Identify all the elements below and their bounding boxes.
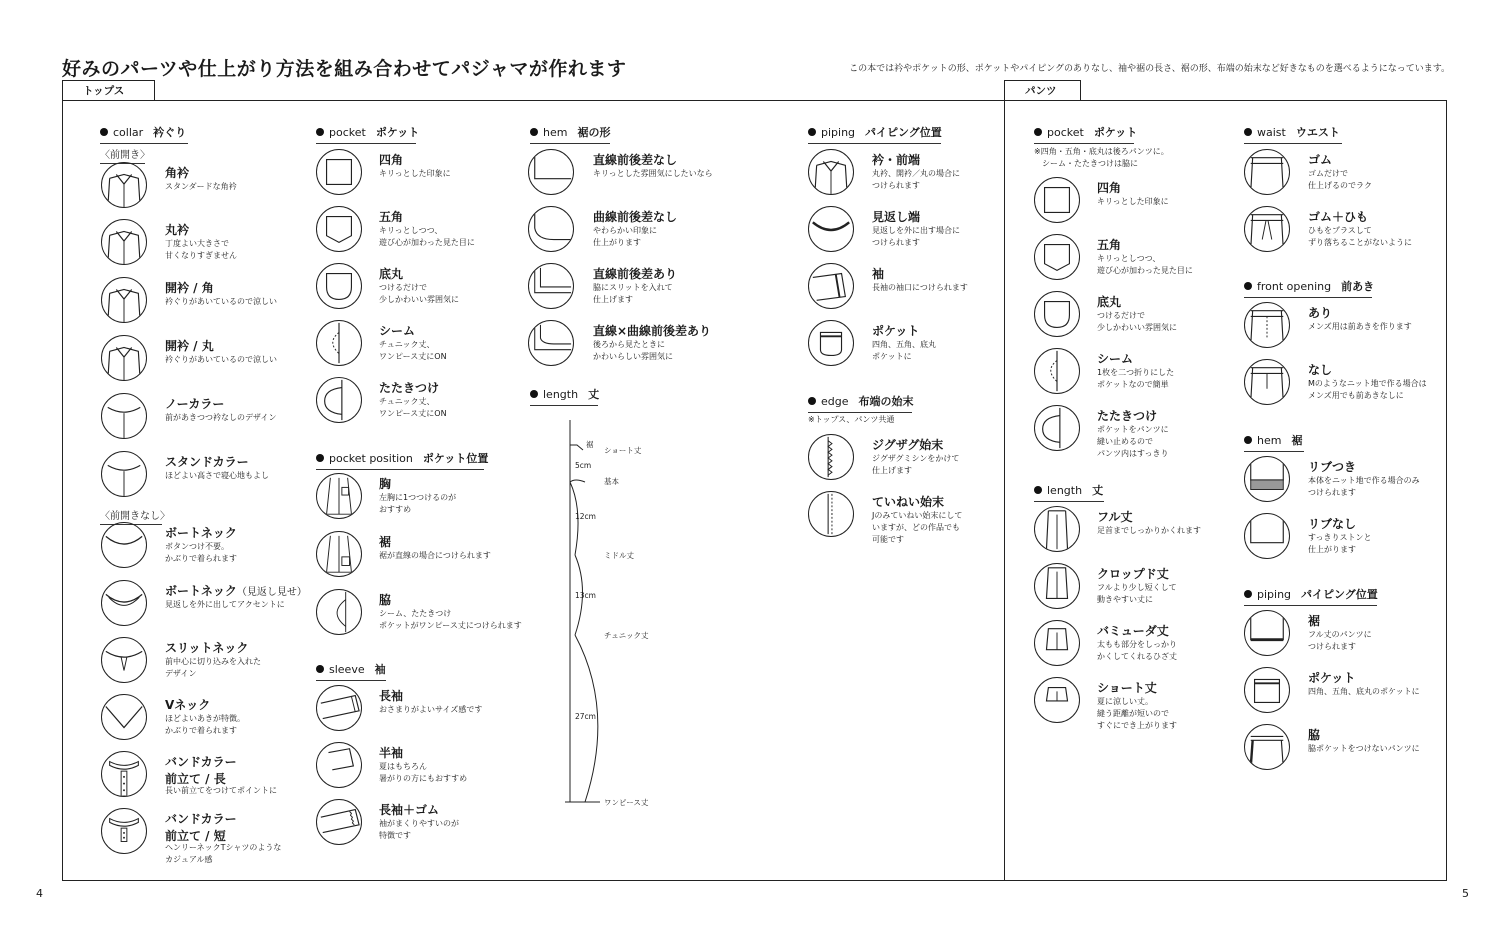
collar-front-piping-icon (808, 149, 854, 195)
edge-note: ※トップス、パンツ共通 (808, 415, 895, 424)
pants-pocket-note: ※四角・五角・底丸は後ろパンツに。 シーム・たたきつけは脇に (1034, 147, 1169, 168)
front-opening-no-icon (1244, 359, 1290, 405)
option-description: 夏に涼しい丈。 縫う距離が短いので すぐにでき上がります (1097, 697, 1177, 730)
length-label-basic: 基本 (604, 477, 619, 486)
option-name: 脇 (379, 593, 392, 607)
option-description: ポケットをパンツに 縫い止めるので パンツ内はすっきり (1097, 425, 1169, 458)
option-name: ていねい始末 (872, 495, 945, 509)
option-name: ボートネック（見返し見せ） (165, 584, 307, 598)
option-name: たたきつけ (1097, 409, 1158, 423)
pants-pocket-piping-icon (1244, 667, 1290, 713)
band-collar-long-icon (101, 751, 147, 797)
pocket-piping-icon (808, 320, 854, 366)
length-label-5cm: 5cm (575, 461, 592, 470)
option-description: ボタンつけ不要。 かぶりで着られます (165, 542, 237, 563)
option-name: 裾 (1308, 614, 1321, 628)
option-description: 足首までしっかりかくれます (1097, 526, 1201, 535)
tops-pocket-heading: pocket ポケット (316, 124, 416, 144)
option-name: スリットネック (165, 641, 249, 655)
option-name: 見返し端 (872, 210, 921, 224)
pentagon-pocket-icon (316, 206, 362, 252)
option-name: あり (1308, 306, 1333, 320)
option-description: 夏はもちろん 暑がりの方にもおすすめ (379, 762, 468, 783)
option-description: ゴムだけで 仕上げるのでラク (1308, 169, 1372, 190)
elastic-waist-icon (1244, 149, 1290, 195)
pants-piping-heading: piping パイピング位置 (1244, 586, 1377, 606)
option-description: つけるだけで 少しかわいい雰囲気に (379, 283, 459, 304)
option-name: 曲線前後差なし (593, 210, 678, 224)
option-description: メンズ用は前あきを作ります (1308, 322, 1412, 331)
collar-heading: collar 衿ぐり (100, 124, 188, 144)
zigzag-finish-icon (808, 434, 854, 480)
square-pocket-icon (316, 149, 362, 195)
length-label-hem: 裾 (586, 440, 594, 449)
rib-hem-icon (1244, 456, 1290, 502)
straight-hem-icon (528, 149, 574, 195)
option-description: おさまりがよいサイズ感です (379, 705, 483, 714)
bermuda-length-icon (1034, 620, 1080, 666)
waist-heading: waist ウエスト (1244, 124, 1342, 144)
long-sleeve-elastic-icon (316, 799, 362, 845)
pants-hem-heading: hem 裾 (1244, 432, 1304, 452)
option-name: 直線前後差なし (593, 153, 678, 167)
option-name: ポケット (872, 324, 920, 338)
option-description: Jのみていねい始末にして いますが、どの作品でも 可能です (872, 511, 963, 544)
pants-square-pocket-icon (1034, 177, 1080, 223)
length-label-tunic: チュニック丈 (604, 631, 649, 640)
pants-length-heading: length 丈 (1034, 482, 1104, 502)
cropped-length-icon (1034, 563, 1080, 609)
option-description: シーム、たたきつけ ポケットがワンピース丈につけられます (379, 609, 522, 630)
option-description: 前中心に切り込みを入れた デザイン (165, 657, 261, 678)
option-name: 開衿 / 丸 (165, 339, 214, 353)
option-name: リブつき (1308, 460, 1357, 474)
option-name: 四角 (1097, 181, 1122, 195)
option-name: 裾 (379, 535, 392, 549)
option-description: チュニック丈、 ワンピース丈にON (379, 397, 447, 418)
round-collar-icon (101, 219, 147, 265)
tops-tab: トップス (62, 80, 155, 100)
option-name: シーム (1097, 352, 1134, 366)
option-name: 脇 (1308, 728, 1321, 742)
no-collar-icon (101, 393, 147, 439)
tops-piping-heading: piping パイピング位置 (808, 124, 941, 144)
option-description: 袖がまくりやすいのが 特徴です (379, 819, 459, 840)
hem-piping-icon (1244, 610, 1290, 656)
option-name: 四角 (379, 153, 404, 167)
option-name-suffix: （見返し見せ） (236, 587, 307, 598)
option-description: フルより少し短くして 動きやすい丈に (1097, 583, 1177, 604)
sleeve-piping-icon (808, 263, 854, 309)
option-description: つけるだけで 少しかわいい雰囲気に (1097, 311, 1177, 332)
option-description: チュニック丈、 ワンピース丈にON (379, 340, 447, 361)
length-label-middle: ミドル丈 (604, 551, 634, 560)
side-piping-icon (1244, 724, 1290, 770)
elastic-string-waist-icon (1244, 206, 1290, 252)
option-description: 見返しを外に出してアクセントに (165, 600, 285, 609)
option-name: 五角 (1097, 238, 1122, 252)
pants-tab: パンツ (1004, 80, 1081, 100)
option-name: 衿・前端 (872, 153, 921, 167)
option-name: ポケット (1308, 671, 1356, 685)
option-description: スタンダードな角衿 (165, 182, 237, 191)
side-pocket-icon (316, 589, 362, 635)
open-collar-square-icon (101, 277, 147, 323)
long-sleeve-icon (316, 685, 362, 731)
round-bottom-pocket-icon (316, 263, 362, 309)
short-length-icon (1034, 677, 1080, 723)
length-label-13cm: 13cm (575, 591, 596, 600)
careful-finish-icon (808, 491, 854, 537)
option-description: 左胸に1つつけるのが おすすめ (379, 493, 457, 514)
length-label-short: ショート丈 (604, 446, 642, 455)
front-opening-yes-icon (1244, 302, 1290, 348)
tops-length-heading: length 丈 (530, 386, 598, 406)
option-name: 開衿 / 角 (165, 281, 214, 295)
option-description: 四角、五角、底丸のポケットに (1308, 687, 1420, 696)
stand-collar-icon (101, 451, 147, 497)
boat-neck-icon (101, 522, 147, 568)
mixed-hem-icon (528, 320, 574, 366)
option-description: ジグザグミシンをかけて 仕上げます (872, 454, 960, 475)
length-label-onepiece: ワンピース丈 (604, 798, 649, 807)
option-name: 底丸 (379, 267, 404, 281)
pants-patch-pocket-icon (1034, 405, 1080, 451)
option-description: 脇ポケットをつけないパンツに (1308, 744, 1420, 753)
sleeve-heading: sleeve 袖 (316, 661, 386, 681)
option-description: 本体をニット地で作る場合のみ つけられます (1308, 476, 1420, 497)
option-description: フル丈のパンツに つけられます (1308, 630, 1372, 651)
length-label-27cm: 27cm (575, 712, 596, 721)
option-name: たたきつけ (379, 381, 440, 395)
tops-hem-heading: hem 裾の形 (530, 124, 610, 144)
pants-pentagon-pocket-icon (1034, 234, 1080, 280)
option-name: 長袖 (379, 689, 404, 703)
option-description: キリっとしつつ、 遊び心が加わった見た目に (1097, 254, 1193, 275)
slit-neck-icon (101, 637, 147, 683)
pocket-position-heading: pocket position ポケット位置 (316, 450, 484, 470)
option-description: 前があきつつ衿なしのデザイン (165, 413, 277, 422)
option-description: ヘンリーネックTシャツのような カジュアル感 (165, 843, 282, 864)
option-description: ひもをプラスして ずり落ちることがないように (1308, 226, 1412, 247)
page-title: 好みのパーツや仕上がり方法を組み合わせてパジャマが作れます (62, 58, 627, 80)
option-description: キリっとした印象に (1097, 197, 1169, 206)
option-description: ほどよいあきが特徴。 かぶりで着られます (165, 714, 245, 735)
no-rib-hem-icon (1244, 513, 1290, 559)
option-description: 1枚を二つ折りにした ポケットなので簡単 (1097, 368, 1175, 389)
option-name: スタンドカラー (165, 455, 249, 469)
option-description: すっきりストンと 仕上がります (1308, 533, 1372, 554)
option-name: 直線×曲線前後差あり (593, 324, 712, 338)
chest-pocket-icon (316, 473, 362, 519)
option-name: ジグザグ始末 (872, 438, 944, 452)
option-name: シーム (379, 324, 416, 338)
front-opening-heading: front opening 前あき (1244, 278, 1372, 298)
facing-edge-piping-icon (808, 206, 854, 252)
band-collar-short-icon (101, 808, 147, 854)
option-description: 太もも部分をしっかり かくしてくれるひざ丈 (1097, 640, 1177, 661)
page-number-left: 4 (36, 887, 43, 900)
option-name: ゴム＋ひも (1308, 210, 1369, 224)
option-name: ショート丈 (1097, 681, 1157, 695)
option-name: フル丈 (1097, 510, 1133, 524)
option-description: 四角、五角、底丸 ポケットに (872, 340, 936, 361)
option-description: 長い前立てをつけてポイントに (165, 786, 277, 795)
option-description: 見返しを外に出す場合に つけられます (872, 226, 960, 247)
full-length-icon (1034, 506, 1080, 552)
intro-text: この本では衿やポケットの形、ポケットやパイピングのありなし、袖や裾の長さ、裾の形、布端の始末など好きなものを選べるようになっています。 (849, 64, 1450, 74)
option-description: キリっとした印象に (379, 169, 451, 178)
option-name: ボートネック (165, 526, 237, 540)
option-name: 長袖＋ゴム (379, 803, 440, 817)
option-name: ゴム (1308, 153, 1333, 167)
option-description: 裾が直線の場合につけられます (379, 551, 491, 560)
length-diagram (555, 420, 665, 810)
boat-neck-facing-icon (101, 580, 147, 626)
option-name: 角衿 (165, 166, 190, 180)
square-collar-icon (101, 162, 147, 208)
seam-pocket-icon (316, 320, 362, 366)
straight-hem-diff-icon (528, 263, 574, 309)
option-description: 衿ぐりがあいているので涼しい (165, 297, 277, 306)
hem-pocket-icon (316, 531, 362, 577)
option-name: 胸 (379, 477, 392, 491)
curved-hem-icon (528, 206, 574, 252)
option-description: Mのようなニット地で作る場合は メンズ用でも前あきなしに (1308, 379, 1427, 400)
option-description: 長袖の袖口につけられます (872, 283, 968, 292)
option-name: 袖 (872, 267, 885, 281)
pants-round-pocket-icon (1034, 291, 1080, 337)
option-description: キリっとしつつ、 遊び心が加わった見た目に (379, 226, 475, 247)
page-number-right: 5 (1462, 887, 1469, 900)
option-name: 直線前後差あり (593, 267, 678, 281)
option-name: クロップド丈 (1097, 567, 1169, 581)
option-name: なし (1308, 363, 1333, 377)
option-description: 脇にスリットを入れて 仕上げます (593, 283, 673, 304)
option-description: 後ろから見たときに かわいらしい雰囲気に (593, 340, 673, 361)
option-name: ノーカラー (165, 397, 225, 411)
length-label-12cm: 12cm (575, 512, 596, 521)
option-name: 半袖 (379, 746, 404, 760)
collar-sub-closed: 〈前開きなし〉 (100, 507, 162, 525)
option-name: バミューダ丈 (1097, 624, 1169, 638)
v-neck-icon (101, 694, 147, 740)
short-sleeve-icon (316, 742, 362, 788)
option-name: 丸衿 (165, 223, 190, 237)
option-description: 丸衿、開衿／丸の場合に つけられます (872, 169, 960, 190)
option-description: キリっとした雰囲気にしたいなら (593, 169, 713, 178)
option-description: やわらかい印象に 仕上がります (593, 226, 657, 247)
pants-pocket-heading: pocket ポケット (1034, 124, 1134, 144)
open-collar-round-icon (101, 335, 147, 381)
edge-heading: edge 布端の始末 (808, 393, 912, 413)
option-name: バンドカラー 前立て / 長 (165, 755, 237, 786)
pants-seam-pocket-icon (1034, 348, 1080, 394)
collar-sub-open: 〈前開き〉 (100, 146, 145, 164)
option-description: 衿ぐりがあいているので涼しい (165, 355, 277, 364)
option-name: Vネック (165, 698, 211, 712)
option-name: バンドカラー 前立て / 短 (165, 812, 237, 843)
option-name: リブなし (1308, 517, 1357, 531)
option-description: ほどよい高さで寝心地もよし (165, 471, 269, 480)
option-name: 五角 (379, 210, 404, 224)
option-name: 底丸 (1097, 295, 1122, 309)
option-description: 丁度よい大きさで 甘くなりすぎません (165, 239, 237, 260)
patch-side-pocket-icon (316, 377, 362, 423)
